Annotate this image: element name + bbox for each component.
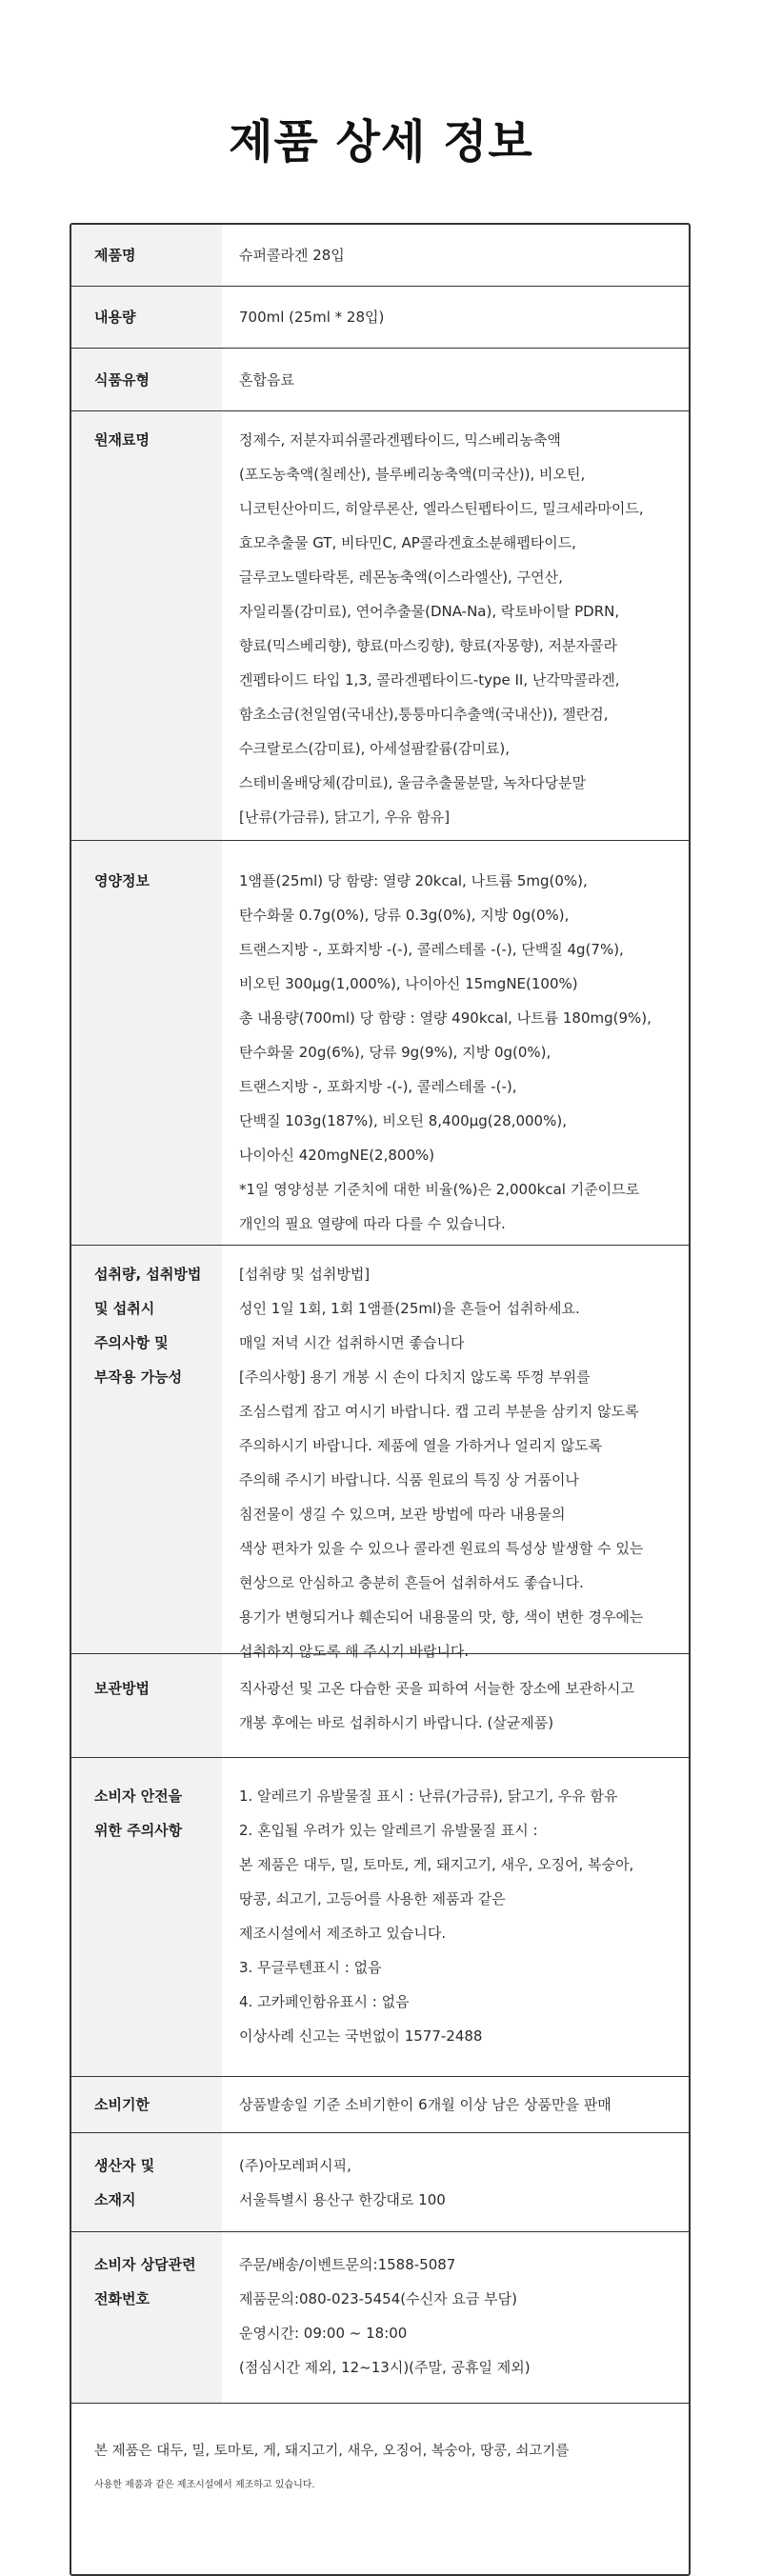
row-head xyxy=(71,2077,222,2132)
row-body xyxy=(222,841,689,1245)
body-line: (점심시간 제외, 12~13시)(주말, 공휴일 제외) xyxy=(239,2359,531,2376)
row-body xyxy=(222,2133,689,2231)
body-line: 총 내용량(700ml) 당 함량 : 열량 490kcal, 나트륨 180mg(9%), xyxy=(239,1009,652,1027)
body-line: 1. 알레르기 유발물질 표시 : 난류(가금류), 닭고기, 우유 함유 xyxy=(239,1787,618,1805)
body-line: 비오틴 300μg(1,000%), 나이아신 15mgNE(100%) xyxy=(239,975,578,992)
row-head xyxy=(71,841,222,1245)
body-line: 글루코노델타락톤, 레몬농축액(이스라엘산), 구연산, xyxy=(239,569,563,586)
row-head xyxy=(71,225,222,286)
body-line: 함초소금(천일염(국내산),퉁퉁마디추출액(국내산)), 젤란검, xyxy=(239,706,609,723)
row-head xyxy=(71,1654,222,1757)
row-body xyxy=(222,225,689,286)
body-line: 단백질 103g(187%), 비오틴 8,400μg(28,000%), xyxy=(239,1112,567,1129)
row-head xyxy=(71,349,222,410)
body-line: 주문/배송/이벤트문의:1588-5087 xyxy=(239,2256,456,2273)
body-line: 3. 무글루텐표시 : 없음 xyxy=(239,1959,382,1976)
body-line: [난류(가금류), 닭고기, 우유 함유] xyxy=(239,809,451,826)
body-line: 1앰플(25ml) 당 함량: 열량 20kcal, 나트륨 5mg(0%), xyxy=(239,872,588,889)
body-line: 트랜스지방 -, 포화지방 -(-), 콜레스테롤 -(-), 단백질 4g(7%), xyxy=(239,941,624,958)
body-line: 운영시간: 09:00 ~ 18:00 xyxy=(239,2325,408,2342)
row-head xyxy=(71,2232,222,2403)
body-line: 직사광선 및 고온 다습한 곳을 피하여 서늘한 장소에 보관하시고 xyxy=(239,1680,634,1697)
head-line: 내용량 xyxy=(94,309,136,326)
head-line: 원재료명 xyxy=(94,431,150,449)
row-ingredients xyxy=(71,411,689,841)
body-line: 제조시설에서 제조하고 있습니다. xyxy=(239,1925,447,1942)
body-line: 트랜스지방 -, 포화지방 -(-), 콜레스테롤 -(-), xyxy=(239,1078,517,1095)
head-line: 소비자 상담관련 xyxy=(94,2256,196,2273)
body-line: (주)아모레퍼시픽, xyxy=(239,2157,351,2174)
row-manufacturer xyxy=(71,2133,689,2232)
body-line: *1일 영양성분 기준치에 대한 비율(%)은 2,000kcal 기준이므로 xyxy=(239,1181,640,1198)
body-line: 정제수, 저분자피쉬콜라겐펩타이드, 믹스베리농축액 xyxy=(239,431,561,449)
body-line: (포도농축액(칠레산), 블루베리농축액(미국산)), 비오틴, xyxy=(239,466,586,483)
body-line: 수크랄로스(감미료), 아세설팜칼륨(감미료), xyxy=(239,740,511,757)
notice-line: 본 제품은 대두, 밀, 토마토, 게, 돼지고기, 새우, 오징어, 복숭아, 땅콩, 쇠고기를 xyxy=(94,2444,570,2459)
row-intake-method xyxy=(71,1246,689,1660)
body-line: 섭취하지 않도록 해 주시기 바랍니다. xyxy=(239,1643,470,1660)
body-line: 개인의 필요 열량에 따라 다를 수 있습니다. xyxy=(239,1215,506,1232)
row-body xyxy=(222,1758,689,2076)
body-line: 상품발송일 기준 소비기한이 6개월 이상 남은 상품만을 판매 xyxy=(239,2096,612,2113)
head-line: 생산자 및 xyxy=(94,2157,155,2174)
body-line: 용기가 변형되거나 훼손되어 내용물의 맛, 향, 색이 변한 경우에는 xyxy=(239,1608,644,1626)
head-line: 영양정보 xyxy=(94,872,150,889)
body-line: 성인 1일 1회, 1회 1앰플(25ml)을 흔들어 섭취하세요. xyxy=(239,1300,580,1317)
head-line: 소비기한 xyxy=(94,2096,150,2113)
body-line: 4. 고카페인함유표시 : 없음 xyxy=(239,1993,410,2010)
row-storage xyxy=(71,1654,689,1758)
row-head xyxy=(71,2133,222,2231)
body-line: 탄수화물 20g(6%), 당류 9g(9%), 지방 0g(0%), xyxy=(239,1044,551,1061)
allergen-notice-text xyxy=(94,2434,569,2574)
row-consumer-contact xyxy=(71,2232,689,2404)
body-line: 조심스럽게 잡고 여시기 바랍니다. 캡 고리 부분을 삼키지 않도록 xyxy=(239,1403,639,1420)
body-line: [섭취량 및 섭취방법] xyxy=(239,1266,371,1283)
body-line: 현상으로 안심하고 충분히 흔들어 섭취하셔도 좋습니다. xyxy=(239,1574,584,1591)
body-line: 스테비올배당체(감미료), 울금추출물분말, 녹차다당분말 xyxy=(239,774,587,791)
body-line: 매일 저녁 시간 섭취하시면 좋습니다 xyxy=(239,1334,465,1351)
body-line: 이상사례 신고는 국번없이 1577-2488 xyxy=(239,2027,483,2045)
page-title: 제품 상세 정보 xyxy=(229,115,533,169)
row-head xyxy=(71,287,222,348)
body-line: 니코틴산아미드, 히알루론산, 엘라스틴펩타이드, 밀크세라마이드, xyxy=(239,500,644,517)
body-line: 2. 혼입될 우려가 있는 알레르기 유발물질 표시 : xyxy=(239,1822,538,1839)
row-head xyxy=(71,1246,222,1653)
row-body xyxy=(222,1654,689,1757)
head-line: 위한 주의사항 xyxy=(94,1822,183,1839)
body-line: 자일리톨(감미료), 연어추출물(DNA-Na), 락토바이탈 PDRN, xyxy=(239,603,620,620)
body-line: 주의하시기 바랍니다. 제품에 열을 가하거나 얼리지 않도록 xyxy=(239,1437,603,1454)
body-line: [주의사항] 용기 개봉 시 손이 다치지 않도록 뚜껑 부위를 xyxy=(239,1368,591,1386)
allergen-notice xyxy=(71,2404,689,2574)
row-product-name xyxy=(71,225,689,287)
row-expiry xyxy=(71,2077,689,2133)
row-food-type xyxy=(71,349,689,411)
row-body xyxy=(222,411,689,840)
body-line: 땅콩, 쇠고기, 고등어를 사용한 제품과 같은 xyxy=(239,1890,506,1907)
head-line: 보관방법 xyxy=(94,1680,150,1697)
body-line: 주의해 주시기 바랍니다. 식품 원료의 특징 상 거품이나 xyxy=(239,1471,579,1488)
body-line: 향료(믹스베리향), 향료(마스킹향), 향료(자몽향), 저분자콜라 xyxy=(239,637,617,654)
body-line: 제품문의:080-023-5454(수신자 요금 부담) xyxy=(239,2290,517,2307)
row-body xyxy=(222,287,689,348)
row-volume xyxy=(71,287,689,349)
row-nutrition xyxy=(71,841,689,1246)
head-line: 섭취량, 섭취방법 xyxy=(94,1266,202,1283)
body-line: 겐펩타이드 타입 1,3, 콜라겐펩타이드-type II, 난각막콜라겐, xyxy=(239,671,620,689)
head-line: 부작용 가능성 xyxy=(94,1368,183,1386)
head-line: 주의사항 및 xyxy=(94,1334,169,1351)
head-line: 및 섭취시 xyxy=(94,1300,155,1317)
head-line: 제품명 xyxy=(94,247,136,264)
body-line: 효모추출물 GT, 비타민C, AP콜라겐효소분해펩타이드, xyxy=(239,534,576,551)
body-line: 슈퍼콜라겐 28입 xyxy=(239,247,345,264)
head-line: 소재지 xyxy=(94,2191,136,2208)
body-line: 서울특별시 용산구 한강대로 100 xyxy=(239,2191,446,2208)
body-line: 색상 편차가 있을 수 있으나 콜라겐 원료의 특성상 발생할 수 있는 xyxy=(239,1540,644,1557)
row-body xyxy=(222,2232,689,2403)
head-line: 소비자 안전을 xyxy=(94,1787,183,1805)
row-consumer-safety xyxy=(71,1758,689,2077)
row-head xyxy=(71,411,222,840)
body-line: 침전물이 생길 수 있으며, 보관 방법에 따라 내용물의 xyxy=(239,1506,566,1523)
row-body xyxy=(222,1246,689,1660)
body-line: 700ml (25ml * 28입) xyxy=(239,309,385,326)
body-line: 혼합음료 xyxy=(239,371,294,389)
head-line: 식품유형 xyxy=(94,371,150,389)
row-head xyxy=(71,1758,222,2076)
body-line: 나이아신 420mgNE(2,800%) xyxy=(239,1147,435,1164)
head-line: 전화번호 xyxy=(94,2290,150,2307)
row-body xyxy=(222,349,689,410)
body-line: 개봉 후에는 바로 섭취하시기 바랍니다. (살균제품) xyxy=(239,1714,554,1731)
row-body xyxy=(222,2077,689,2132)
product-info-table xyxy=(70,223,691,2576)
body-line: 본 제품은 대두, 밀, 토마토, 게, 돼지고기, 새우, 오징어, 복숭아, xyxy=(239,1856,634,1873)
notice-line: 사용한 제품과 같은 제조시설에서 제조하고 있습니다. xyxy=(94,2480,315,2490)
body-line: 탄수화물 0.7g(0%), 당류 0.3g(0%), 지방 0g(0%), xyxy=(239,907,570,924)
